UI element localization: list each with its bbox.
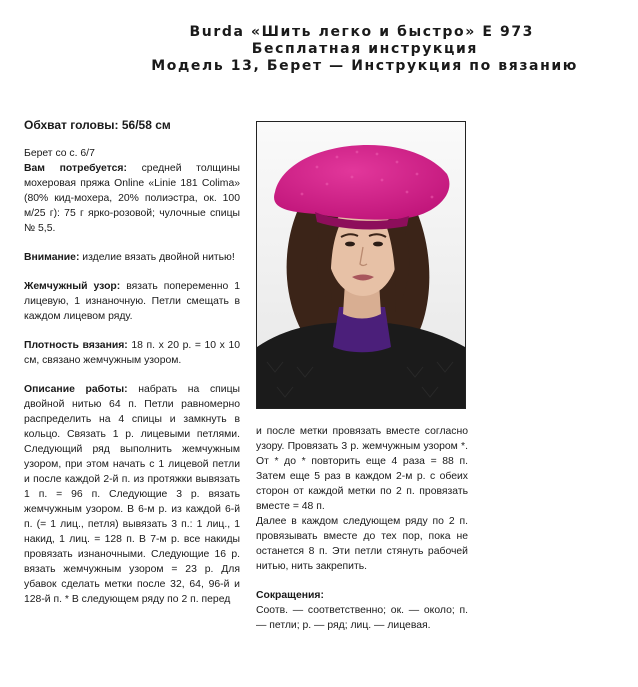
head-size-heading: Обхват головы: 56/58 см	[24, 118, 171, 132]
work-continuation-1: и после метки провязать вместе согласно узору. Провязать 3 р. жемчужным узором *. От * до * повторить еще 4 раза = 88 п. Затем еще 5 раз в каждом 2-м р. с обеих сторон от каждой метки по 2 п. провязать вместе = 48 п.	[256, 426, 468, 512]
pattern-section	[24, 279, 240, 324]
header-line-2: Бесплатная инструкция	[251, 41, 478, 57]
attention-text: изделие вязать двойной нитью!	[82, 252, 235, 263]
model-illustration	[257, 122, 465, 408]
abbreviations-label: Сокращения:	[256, 590, 324, 601]
work-continuation-2: Далее в каждом следующем ряду по 2 п. провязывать вместе до тех пор, пока не останется 8 п. Эти петли стянуть рабочей нитью, нить закрепить.	[256, 516, 468, 572]
pattern-text: вязать попеременно 1 лицевую, 1 изнаночную. Петли смещать в каждом лицевом ряду.	[24, 281, 240, 322]
gauge-section	[24, 338, 240, 368]
work-section	[24, 382, 240, 607]
materials-label: Вам потребуется:	[24, 163, 127, 174]
work-text: набрать на спицы двойной нитью 64 п. Петли равномерно распределить на 4 спицы и замкнуть в кольцо. Связать 1 р. лицевыми петлями. Следующий ряд выполнить жемчужным узором, при этом начать с 1 лицевой петли и после каждой 2-й п. из протяжки вывязать 1 п. = 96 п. Следующие 3 р. вязать жемчужным узором. В 6-м р. из каждой 6-й п. (= 1 лиц., петля) вывязать 3 п.: 1 лиц., 1 накид, 1 лиц. = 128 п. В 7-м р. все накиды провязать изнаночными. Следующие 16 р. вязать жемчужным узором = 23 р. Для убавок сделать метки после 32, 64, 96-й и 128-й п. * В следующем ряду по 2 п. перед	[24, 384, 240, 605]
abbreviations-text: Соотв. — соответственно; ок. — около; п. — петли; р. — ряд; лиц. — лицевая.	[256, 605, 468, 631]
attention-label: Внимание:	[24, 252, 80, 263]
materials-text: средней толщины мохеровая пряжа Online «Linie 181 Colima» (80% кид-мохера, 20% полиэстра, ок. 100 м/25 г): 75 г ярко-розовой; чулочные спицы № 5,5.	[24, 163, 240, 234]
beret-photo	[256, 121, 466, 409]
header-line-3: Модель 13, Берет — Инструкция по вязанию	[151, 58, 578, 74]
materials-section	[24, 146, 240, 236]
pattern-label: Жемчужный узор:	[24, 281, 121, 292]
left-column	[24, 118, 240, 607]
materials-title: Берет со с. 6/7	[24, 148, 95, 159]
abbreviations-section	[256, 588, 468, 633]
right-column	[256, 424, 468, 633]
header-line-1: Burda «Шить легко и быстро» E 973	[189, 24, 534, 40]
attention-section	[24, 250, 240, 265]
gauge-label: Плотность вязания:	[24, 340, 128, 351]
work-continuation	[256, 424, 468, 574]
work-label: Описание работы:	[24, 384, 128, 395]
gauge-text: 18 п. х 20 р. = 10 х 10 см, связано жемчужным узором.	[24, 340, 241, 366]
